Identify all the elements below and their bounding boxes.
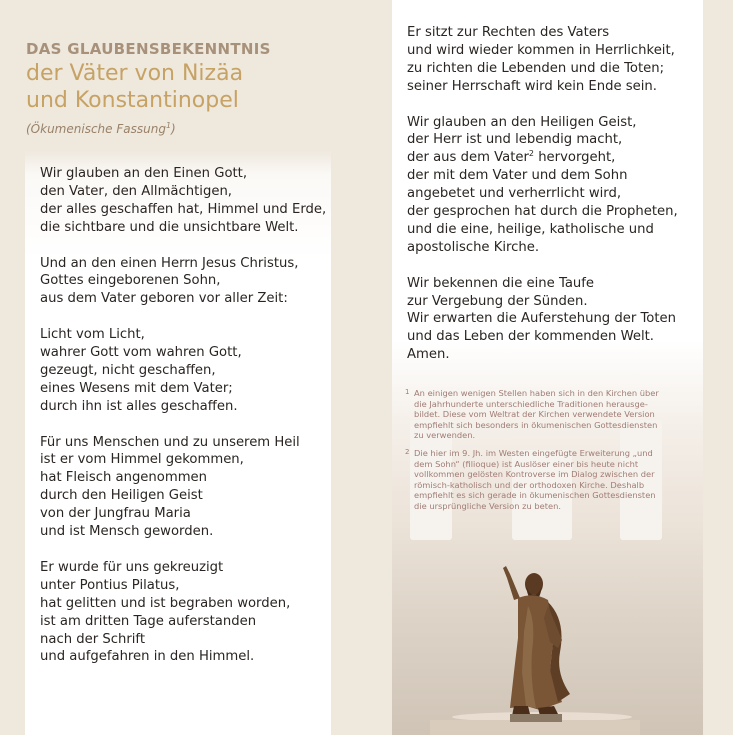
creed-line: unter Pontius Pilatus, bbox=[40, 577, 180, 593]
creed-line: Und an den einen Herrn Jesus Christus, bbox=[40, 255, 299, 271]
creed-paragraph bbox=[407, 24, 703, 96]
creed-line: zur Vergebung der Sünden. bbox=[407, 293, 588, 309]
creed-line: angebetet und verherrlicht wird, bbox=[407, 186, 622, 202]
creed-line: Er wurde für uns gekreuzigt bbox=[40, 559, 224, 575]
creed-line: ist am dritten Tage auferstanden bbox=[40, 613, 257, 629]
footnote-line: dem Sohn“ (filioque) ist Auslöser einer bis heute nicht bbox=[414, 458, 639, 469]
creed-line: nach der Schrift bbox=[40, 631, 145, 647]
creed-line: von der Jungfrau Maria bbox=[40, 506, 191, 522]
footnote-line: zu verwenden. bbox=[414, 430, 476, 441]
creed-line: eines Wesens mit dem Vater; bbox=[40, 380, 233, 396]
footnote-line: die Jahrhunderte unterschiedliche Traditionen herausge- bbox=[414, 398, 648, 409]
creed-line: und wird wieder kommen in Herrlichkeit, bbox=[407, 42, 675, 58]
creed-line: Wir erwarten die Auferstehung der Toten bbox=[407, 311, 676, 327]
creed-line: ist er vom Himmel gekommen, bbox=[40, 452, 244, 468]
footnote-line: vollkommen gelösten Kontroverse im Dialog zwischen der bbox=[414, 469, 655, 480]
creed-paragraph bbox=[40, 559, 330, 666]
creed-line: Licht vom Licht, bbox=[40, 327, 145, 343]
creed-line: wahrer Gott vom wahren Gott, bbox=[40, 345, 242, 361]
creed-paragraph bbox=[40, 255, 330, 309]
subtitle-line: und Konstantinopel bbox=[26, 88, 239, 113]
creed-text-left bbox=[40, 165, 330, 684]
footnote-number: 1 bbox=[405, 388, 410, 396]
creed-line: Wir glauben an den Heiligen Geist, bbox=[407, 114, 637, 130]
footnote-number: 2 bbox=[405, 447, 410, 456]
creed-line: der alles geschaffen hat, Himmel und Erde, bbox=[40, 201, 327, 217]
edition-note-text: (Ökumenische Fassung bbox=[26, 122, 166, 136]
creed-line: die sichtbare und die unsichtbare Welt. bbox=[40, 219, 299, 235]
creed-line: Amen. bbox=[407, 347, 450, 363]
creed-line: apostolische Kirche. bbox=[407, 239, 540, 255]
christ-sculpture-image bbox=[470, 562, 580, 722]
edition-note bbox=[26, 122, 176, 136]
creed-line: der gesprochen hat durch die Propheten, bbox=[407, 204, 678, 220]
footnote-line: die ursprüngliche Version zu beten. bbox=[414, 500, 561, 511]
creed-line: zu richten die Lebenden und die Toten; bbox=[407, 60, 665, 76]
creed-line: Er sitzt zur Rechten des Vaters bbox=[407, 25, 610, 40]
creed-line: Wir glauben an den Einen Gott, bbox=[40, 166, 248, 181]
creed-paragraph bbox=[40, 326, 330, 416]
creed-line: den Vater, den Allmächtigen, bbox=[40, 183, 232, 199]
creed-line: hat Fleisch angenommen bbox=[40, 470, 208, 486]
creed-line bbox=[407, 149, 703, 167]
footnote-marker: 1 bbox=[165, 121, 172, 130]
footnote-line: An einigen wenigen Stellen haben sich in den Kirchen über bbox=[414, 388, 659, 398]
creed-line: und aufgefahren in den Himmel. bbox=[40, 649, 255, 665]
footnote-line: empfiehlt sich besonders in ökumenischen Gottesdiensten bbox=[414, 419, 658, 430]
creed-paragraph bbox=[40, 165, 330, 237]
subtitle-line: der Väter von Nizäa bbox=[26, 61, 244, 86]
creed-paragraph bbox=[407, 275, 703, 365]
footnote-2 bbox=[405, 448, 687, 512]
creed-line: der mit dem Vater und dem Sohn bbox=[407, 168, 628, 184]
footnote-line: römisch-katholisch und der orthodoxen Kirche. Deshalb bbox=[414, 479, 645, 490]
creed-line: der Herr ist und lebendig macht, bbox=[407, 132, 623, 148]
creed-line: und die eine, heilige, katholische und bbox=[407, 221, 654, 237]
creed-line-text: hervorgeht, bbox=[534, 150, 616, 166]
creed-text-right bbox=[407, 24, 703, 382]
creed-line: Für uns Menschen und zu unserem Heil bbox=[40, 434, 300, 450]
footnote-marker: 2 bbox=[528, 149, 534, 159]
creed-line: Wir bekennen die eine Taufe bbox=[407, 275, 595, 291]
creed-line: Gottes eingeborenen Sohn, bbox=[40, 273, 221, 289]
footnote-1 bbox=[405, 388, 687, 441]
creed-line: seiner Herrschaft wird kein Ende sein. bbox=[407, 78, 657, 94]
creed-line: durch ihn ist alles geschaffen. bbox=[40, 398, 238, 414]
creed-line: gezeugt, nicht geschaffen, bbox=[40, 362, 216, 378]
creed-line: hat gelitten und ist begraben worden, bbox=[40, 595, 291, 611]
document-title: DAS GLAUBENSBEKENNTNIS bbox=[26, 40, 271, 58]
creed-paragraph bbox=[407, 114, 703, 257]
creed-line-text: der aus dem Vater bbox=[407, 150, 529, 166]
footnotes bbox=[405, 388, 687, 519]
creed-paragraph bbox=[40, 434, 330, 541]
creed-line: durch den Heiligen Geist bbox=[40, 488, 203, 504]
creed-line: und ist Mensch geworden. bbox=[40, 524, 214, 540]
altar-base bbox=[430, 720, 640, 735]
footnote-line: bildet. Diese vom Weltrat der Kirchen verwendete Version bbox=[414, 409, 655, 420]
edition-note-close: ) bbox=[171, 122, 176, 136]
document-subtitle bbox=[26, 60, 243, 114]
footnote-line: empfiehlt es sich gerade in ökumenischen Gottesdiensten bbox=[414, 490, 656, 501]
creed-line: und das Leben der kommenden Welt. bbox=[407, 329, 654, 345]
footnote-line: Die hier im 9. Jh. im Westen eingefügte Erweiterung „und bbox=[414, 447, 653, 458]
creed-line: aus dem Vater geboren vor aller Zeit: bbox=[40, 291, 288, 307]
